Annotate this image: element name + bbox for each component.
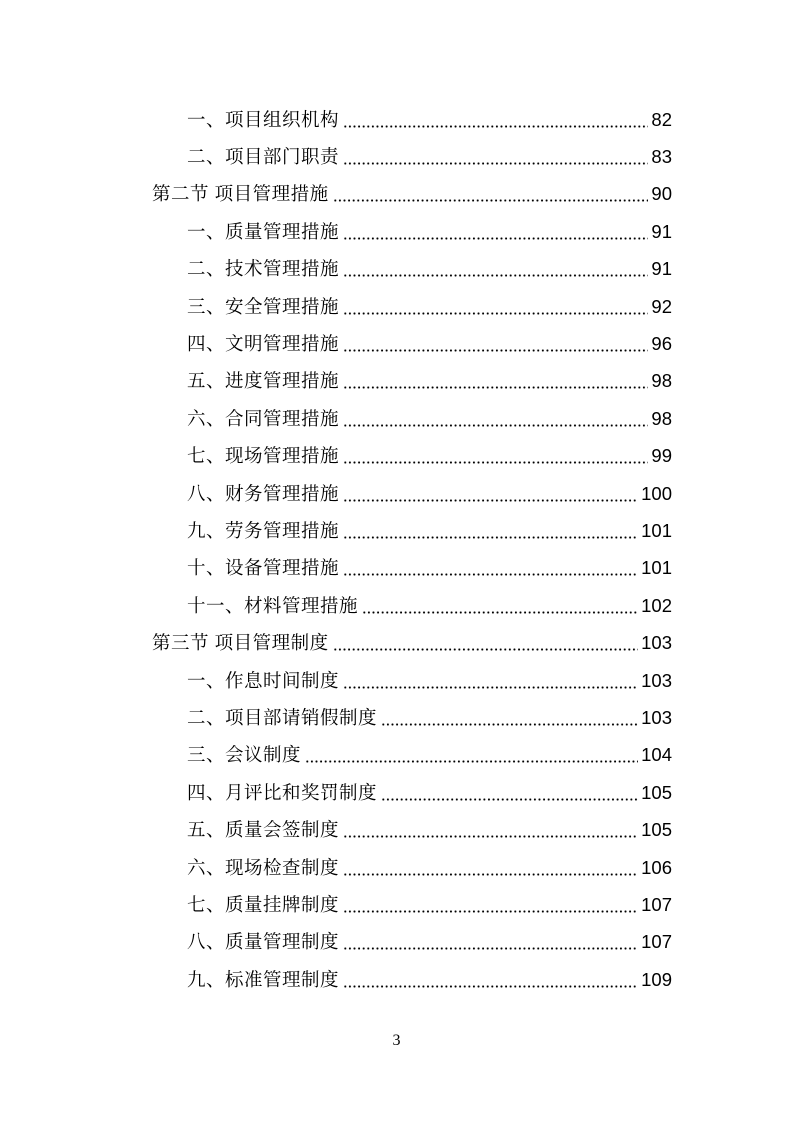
dot-leader xyxy=(343,482,638,506)
toc-entry[interactable] xyxy=(0,550,793,587)
toc-entry-label: 二、技术管理措施 xyxy=(187,258,340,280)
toc-entry-page: 91 xyxy=(651,220,672,242)
dot-leader xyxy=(343,295,648,319)
dot-leader xyxy=(343,108,648,132)
dot-leader xyxy=(333,182,649,206)
toc-entry[interactable] xyxy=(0,699,793,736)
dot-leader xyxy=(343,332,648,356)
toc-entry[interactable] xyxy=(0,400,793,437)
toc-entry-page: 90 xyxy=(651,183,672,205)
toc-entry-label: 九、标准管理制度 xyxy=(187,968,340,990)
toc-entry-label: 十、设备管理措施 xyxy=(187,557,340,579)
toc-entry-page: 98 xyxy=(651,407,672,429)
toc-entry-page: 103 xyxy=(641,669,672,691)
dot-leader xyxy=(343,893,638,917)
toc-entry[interactable] xyxy=(0,811,793,848)
dot-leader xyxy=(343,968,638,992)
dot-leader xyxy=(343,369,648,393)
toc-entry-label: 八、财务管理措施 xyxy=(187,482,340,504)
dot-leader xyxy=(362,594,638,618)
toc-entry-label: 第二节 项目管理措施 xyxy=(152,183,329,205)
toc-entry[interactable] xyxy=(0,251,793,288)
toc-entry-page: 91 xyxy=(651,258,672,280)
toc-entry-page: 105 xyxy=(641,781,672,803)
toc-entry[interactable] xyxy=(0,587,793,624)
toc-entry-page: 106 xyxy=(641,856,672,878)
dot-leader xyxy=(381,781,638,805)
toc-entry-label: 二、项目部请销假制度 xyxy=(187,706,378,728)
dot-leader xyxy=(343,856,638,880)
toc-entry[interactable] xyxy=(0,213,793,250)
toc-entry-page: 107 xyxy=(641,893,672,915)
dot-leader xyxy=(343,556,638,580)
toc-entry-page: 92 xyxy=(651,295,672,317)
table-of-contents xyxy=(0,101,793,998)
toc-entry-label: 六、合同管理措施 xyxy=(187,407,340,429)
toc-entry[interactable] xyxy=(0,101,793,138)
page-number: 3 xyxy=(392,1032,401,1049)
dot-leader xyxy=(343,257,648,281)
dot-leader xyxy=(305,743,638,767)
toc-entry-label: 一、作息时间制度 xyxy=(187,669,340,691)
toc-entry-page: 105 xyxy=(641,819,672,841)
dot-leader xyxy=(343,519,638,543)
toc-entry-label: 八、质量管理制度 xyxy=(187,931,340,953)
toc-entry-page: 102 xyxy=(641,594,672,616)
toc-entry-label: 十一、材料管理措施 xyxy=(187,594,359,616)
toc-entry-page: 101 xyxy=(641,557,672,579)
toc-entry-page: 101 xyxy=(641,519,672,541)
toc-entry-label: 三、安全管理措施 xyxy=(187,295,340,317)
toc-entry-label: 六、现场检查制度 xyxy=(187,856,340,878)
dot-leader xyxy=(343,444,648,468)
toc-entry-page: 107 xyxy=(641,931,672,953)
toc-entry[interactable] xyxy=(0,737,793,774)
toc-entry-label: 一、质量管理措施 xyxy=(187,220,340,242)
toc-entry[interactable] xyxy=(0,138,793,175)
toc-entry-label: 二、项目部门职责 xyxy=(187,146,340,168)
toc-entry[interactable] xyxy=(0,886,793,923)
dot-leader xyxy=(381,706,638,730)
toc-entry[interactable] xyxy=(0,438,793,475)
dot-leader xyxy=(343,145,648,169)
toc-entry[interactable] xyxy=(0,475,793,512)
dot-leader xyxy=(343,220,648,244)
toc-entry-page: 98 xyxy=(651,370,672,392)
toc-entry-label: 三、会议制度 xyxy=(187,744,302,766)
toc-entry-label: 五、质量会签制度 xyxy=(187,819,340,841)
dot-leader xyxy=(343,407,648,431)
toc-section-entry[interactable] xyxy=(0,176,793,213)
toc-entry-page: 82 xyxy=(651,108,672,130)
toc-entry[interactable] xyxy=(0,325,793,362)
toc-entry-label: 九、劳务管理措施 xyxy=(187,519,340,541)
toc-entry-page: 99 xyxy=(651,445,672,467)
dot-leader xyxy=(343,930,638,954)
dot-leader xyxy=(333,631,638,655)
toc-entry[interactable] xyxy=(0,363,793,400)
toc-entry[interactable] xyxy=(0,512,793,549)
toc-entry-page: 103 xyxy=(641,632,672,654)
dot-leader xyxy=(343,818,638,842)
toc-entry[interactable] xyxy=(0,849,793,886)
toc-entry[interactable] xyxy=(0,662,793,699)
toc-entry-label: 七、质量挂牌制度 xyxy=(187,893,340,915)
toc-entry-page: 103 xyxy=(641,706,672,728)
toc-entry-page: 100 xyxy=(641,482,672,504)
toc-entry-label: 四、月评比和奖罚制度 xyxy=(187,781,378,803)
toc-entry-label: 一、项目组织机构 xyxy=(187,108,340,130)
toc-entry[interactable] xyxy=(0,924,793,961)
toc-entry-label: 四、文明管理措施 xyxy=(187,333,340,355)
toc-entry-page: 83 xyxy=(651,146,672,168)
dot-leader xyxy=(343,669,638,693)
toc-entry-page: 104 xyxy=(641,744,672,766)
toc-entry[interactable] xyxy=(0,961,793,998)
toc-entry-page: 96 xyxy=(651,333,672,355)
toc-entry-label: 第三节 项目管理制度 xyxy=(152,632,329,654)
toc-entry-label: 七、现场管理措施 xyxy=(187,445,340,467)
toc-entry[interactable] xyxy=(0,774,793,811)
toc-entry-page: 109 xyxy=(641,968,672,990)
toc-entry-label: 五、进度管理措施 xyxy=(187,370,340,392)
toc-entry[interactable] xyxy=(0,288,793,325)
toc-section-entry[interactable] xyxy=(0,624,793,661)
